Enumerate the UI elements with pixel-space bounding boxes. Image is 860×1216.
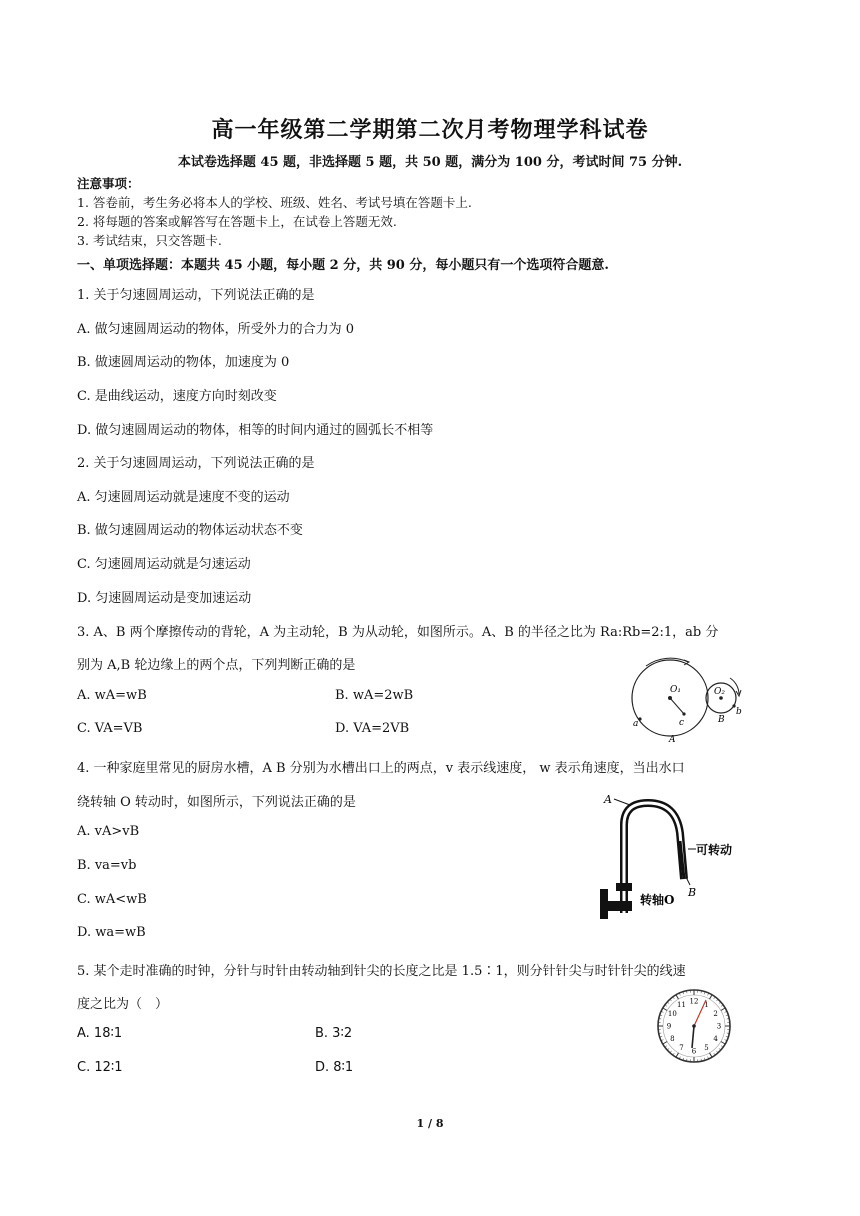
label-o1: O₁ <box>670 685 681 695</box>
question-stem: 度之比为（ ） <box>77 997 169 1012</box>
question-stem: 4. 一种家庭里常见的厨房水槽，A B 分别为水槽出口上的两点，v 表示线速度， w 表示角速度，当出水口 <box>77 761 685 776</box>
question-stem: 别为 A,B 轮边缘上的两个点，下列判断正确的是 <box>77 658 356 673</box>
question-option: B. 3∶2 <box>315 1026 353 1041</box>
question-option: A. 做匀速圆周运动的物体，所受外力的合力为 0 <box>77 322 355 337</box>
question-option: D. 匀速圆周运动是变加速运动 <box>77 591 252 606</box>
clock-figure <box>654 986 734 1066</box>
label-o2: O₂ <box>714 687 725 697</box>
clock-number: 11 <box>677 1000 686 1009</box>
note-item: 1. 答卷前，考生务必将本人的学校、班级、姓名、考试号填在答题卡上. <box>77 195 472 210</box>
question-option: C. VA=VB <box>77 721 143 736</box>
note-item: 2. 将每题的答案或解答写在答题卡上，在试卷上答题无效. <box>77 214 397 229</box>
notes-heading: 注意事项： <box>77 176 140 191</box>
clock-number: 9 <box>666 1022 672 1031</box>
clock-number: 10 <box>667 1010 677 1018</box>
question-option: C. wA<wB <box>77 892 147 907</box>
friction-wheels-figure <box>626 656 756 744</box>
question-option: D. wa=wB <box>77 925 146 940</box>
section-heading: 一、单项选择题：本题共 45 小题，每小题 2 分，共 90 分，每小题只有一个选项符合题意. <box>77 258 609 273</box>
question-option: A. vA>vB <box>77 824 140 839</box>
question-option: A. 匀速圆周运动就是速度不变的运动 <box>77 490 290 505</box>
question-stem: 3. A、B 两个摩擦传动的背轮，A 为主动轮，B 为从动轮，如图所示。A、B 的半径之比为 Ra:Rb=2:1，ab 分 <box>77 625 719 640</box>
clock-number: 12 <box>689 997 699 1006</box>
label-wheel-b: B <box>718 715 725 725</box>
page-number: 1 / 8 <box>416 1117 444 1130</box>
label-b: b <box>736 707 742 717</box>
clock-number: 6 <box>691 1047 697 1056</box>
question-option: B. 做匀速圆周运动的物体运动状态不变 <box>77 523 303 538</box>
question-stem: 绕转轴 O 转动时，如图所示，下列说法正确的是 <box>77 795 356 810</box>
clock-number: 1 <box>704 1000 709 1009</box>
question-option: B. 做速圆周运动的物体，加速度为 0 <box>77 355 290 370</box>
question-option: D. 做匀速圆周运动的物体，相等的时间内通过的圆弧长不相等 <box>77 423 434 438</box>
note-item: 3. 考试结束，只交答题卡. <box>77 233 222 248</box>
clock-number: 2 <box>713 1010 718 1018</box>
clock-number: 7 <box>679 1044 684 1053</box>
label-wheel-a: A <box>669 735 676 744</box>
question-stem: 2. 关于匀速圆周运动，下列说法正确的是 <box>77 456 315 471</box>
question-option: C. 12∶1 <box>77 1060 123 1075</box>
label-c: c <box>679 718 685 728</box>
page-title: 高一年级第二学期第二次月考物理学科试卷 <box>211 118 649 143</box>
question-option: A. wA=wB <box>77 688 147 703</box>
question-option: C. 匀速圆周运动就是匀速运动 <box>77 557 251 572</box>
label-rotatable: 可转动 <box>696 843 733 857</box>
question-stem: 1. 关于匀速圆周运动，下列说法正确的是 <box>77 288 315 303</box>
question-option: D. 8∶1 <box>315 1060 354 1075</box>
question-stem: 5. 某个走时准确的时钟，分针与时针由转动轴到针尖的长度之比是 1.5∶1，则分针针尖与时针针尖的线速 <box>77 964 686 979</box>
clock-number: 4 <box>713 1035 718 1043</box>
label-a: A <box>604 793 612 806</box>
question-option: A. 18∶1 <box>77 1026 123 1041</box>
question-option: B. va=vb <box>77 858 137 873</box>
faucet-figure <box>592 793 752 925</box>
exam-info: 本试卷选择题 45 题，非选择题 5 题，共 50 题，满分为 100 分，考试时间 75 分钟. <box>177 155 683 170</box>
label-axis: 转轴O <box>640 893 675 907</box>
label-a: a <box>633 719 639 729</box>
label-b: B <box>688 886 697 899</box>
question-option: C. 是曲线运动，速度方向时刻改变 <box>77 389 277 404</box>
clock-number: 8 <box>670 1035 675 1043</box>
question-option: D. VA=2VB <box>335 721 410 736</box>
clock-number: 3 <box>716 1022 722 1031</box>
question-option: B. wA=2wB <box>335 688 414 703</box>
clock-number: 5 <box>704 1044 709 1053</box>
